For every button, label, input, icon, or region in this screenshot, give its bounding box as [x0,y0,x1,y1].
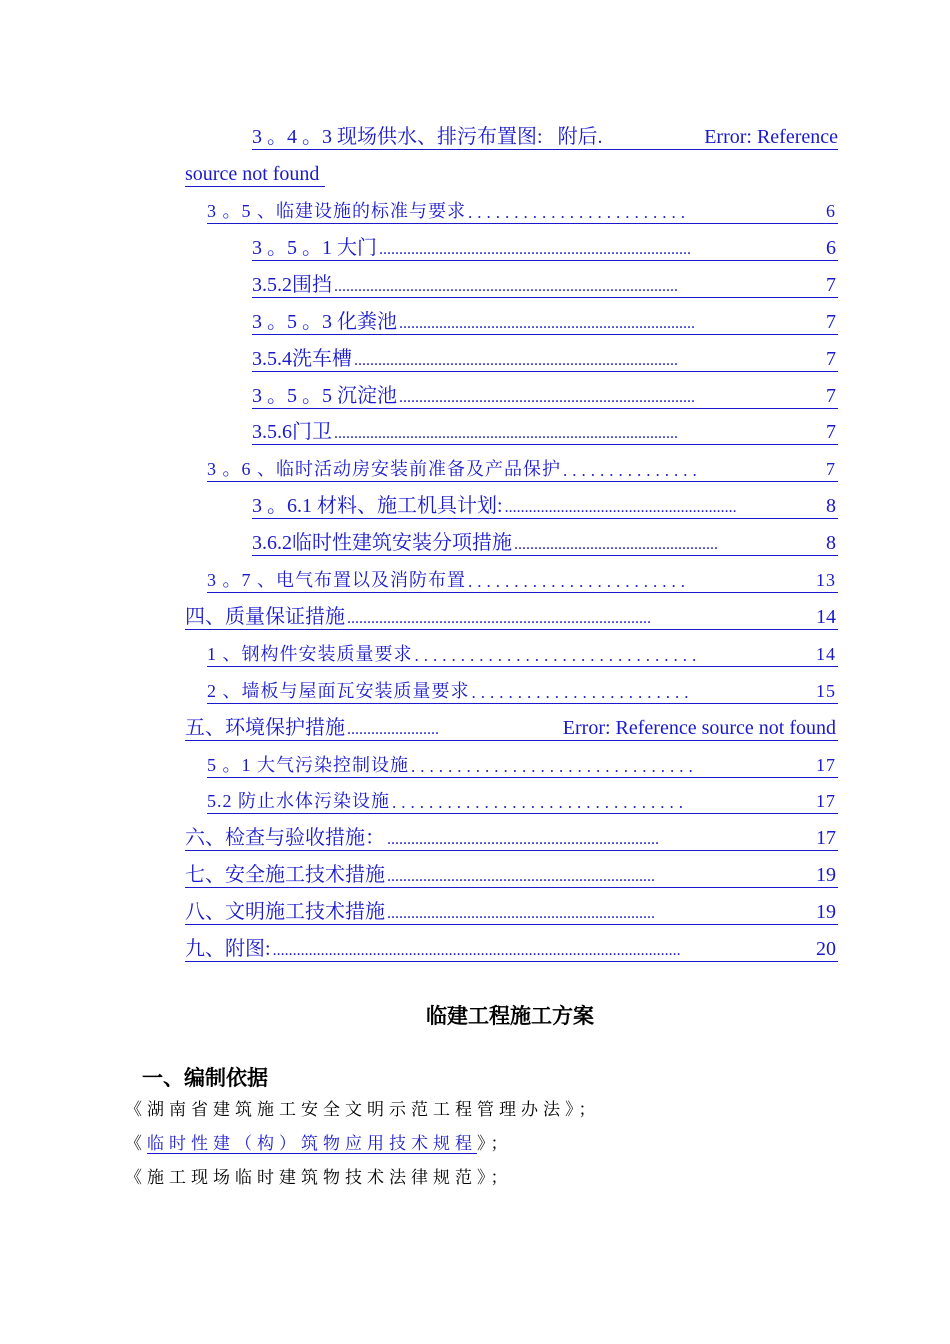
toc-dot-leader: ....................... [347,721,439,738]
toc-dot-leader: ................................................................................. [354,352,678,369]
toc-entry[interactable] [207,789,838,814]
toc-entry[interactable] [252,420,838,445]
toc-page-number: 7 [826,459,836,479]
toc-dot-leader: .......................................................... [504,499,737,516]
toc-dot-leader: ...................................................................................... [334,278,678,295]
reference-item: 《施工现场临时建筑物技术法律规范》； [125,1168,513,1187]
toc-entry-label: 3 。5 。5 沉淀池 [252,385,397,407]
toc-page-number: 7 [826,421,836,443]
toc-entry-label: 3 。5 。3 化粪池 [252,311,397,333]
toc-entry-label: 3.5.4洗车槽 [252,348,352,370]
toc-entry-label: 3.5.6门卫 [252,421,332,443]
toc-dot-leader: .................................................................... [387,831,659,848]
toc-entry[interactable] [252,236,838,261]
toc-entry-label: 四、质量保证措施 [185,606,345,628]
toc-entry[interactable] [252,531,838,556]
toc-entry[interactable] [185,937,838,962]
toc-entry[interactable] [185,900,838,925]
toc-entry-label: 1 、钢构件安装质量要求 [207,644,413,664]
toc-entry[interactable] [207,642,838,667]
toc-entry[interactable] [185,605,838,630]
toc-entry[interactable] [207,457,838,482]
toc-dot-leader: .............................................................................. [379,241,691,258]
toc-dot-leader: ................................................... [514,536,718,553]
toc-page-number: 7 [826,348,836,370]
toc-page-number: 6 [826,201,836,221]
toc-entry-label: 六、检查与验收措施： [185,827,385,849]
toc-dot-leader: ............... [563,461,702,480]
toc-entry-label: 3.5.2围挡 [252,274,332,296]
toc-page-number: 8 [826,532,836,554]
toc-dot-leader: ................................................................... [387,905,655,922]
toc-entry-label: 3 。5 、临建设施的标准与要求 [207,201,466,221]
toc-entry[interactable] [185,716,838,741]
toc-entry[interactable] [207,199,838,224]
toc-entry-label: 五、环境保护措施 [185,717,345,739]
toc-page-number: 15 [816,681,836,701]
toc-entry[interactable] [185,826,838,851]
toc-dot-leader: ................................ [392,793,688,812]
toc-dot-leader: ................................................................... [387,868,655,885]
toc-entry-3-4-3-label: 3 。4 。3 现场供水、排污布置图: 附后. [252,126,603,148]
toc-page-number: 17 [816,791,836,811]
toc-entry-3-4-3-line2[interactable]: source not found [185,162,325,187]
toc-entry[interactable] [252,310,838,335]
reference-item: 《湖南省建筑施工安全文明示范工程管理办法》； [125,1100,601,1119]
toc-entry-label: 九、附图: [185,938,271,960]
toc-page-number: 7 [826,311,836,333]
toc-entry-label: 3 。6 、临时活动房安装前准备及产品保护 [207,459,561,479]
toc-dot-leader: ........................ [471,683,694,702]
toc-entry-label: 3 。5 。1 大门 [252,237,377,259]
toc-page-number: 13 [816,570,836,590]
toc-entry-label: 八、文明施工技术措施 [185,901,385,923]
reference-link[interactable]: 临时性建（构）筑物应用技术规程 [147,1134,477,1153]
toc-entry[interactable] [185,863,838,888]
toc-dot-leader: ........................ [468,203,690,222]
toc-entry-label: 3.6.2临时性建筑安装分项措施 [252,532,512,554]
toc-page-number: 7 [826,385,836,407]
toc-page-number: 19 [816,864,836,886]
toc-dot-leader: ............................... [414,646,702,665]
toc-entry-3-4-3-line1[interactable] [252,124,838,150]
toc-dot-leader: ...................................................................................................... [272,942,681,959]
toc-dot-leader: ............................................................................ [347,610,651,627]
toc-entry[interactable] [252,494,838,519]
toc-entry[interactable] [207,679,838,704]
toc-page-number: 17 [816,755,836,775]
toc-entry-label: 七、安全施工技术措施 [185,864,385,886]
toc-dot-leader: .......................................................................... [399,315,695,332]
reference-item[interactable]: 《临时性建（构）筑物应用技术规程》； [125,1134,513,1153]
section-heading-1: 一、编制依据 [142,1066,268,1090]
toc-page-number: 17 [816,827,836,849]
toc-entry-underline [252,149,838,150]
toc-entry[interactable] [207,753,838,778]
toc-entry-label: 3 。7 、电气布置以及消防布置 [207,570,466,590]
toc-dot-leader: ........................ [468,572,690,591]
toc-entry-label: 3 。6.1 材料、施工机具计划: [252,495,503,517]
page-title: 临建工程施工方案 [426,1004,594,1028]
toc-dot-leader: ............................... [411,757,698,776]
toc-page-number: 19 [816,901,836,923]
toc-entry[interactable] [252,273,838,298]
toc-entry[interactable] [252,347,838,372]
toc-entry[interactable] [207,568,838,593]
toc-page-number: 14 [816,606,836,628]
toc-page-number: 7 [826,274,836,296]
toc-page-number: 6 [826,237,836,259]
toc-page-number: 20 [816,938,836,960]
toc-dot-leader: ...................................................................................... [334,425,678,442]
toc-entry[interactable] [252,384,838,409]
toc-entry-3-4-3-error: Error: Reference [704,126,838,148]
toc-entry-label: 2 、墙板与屋面瓦安装质量要求 [207,681,470,701]
toc-page-number: 8 [826,495,836,517]
toc-entry-label: 5.2 防止水体污染设施 [207,791,390,811]
toc-page-number: Error: Reference source not found [562,717,836,739]
toc-dot-leader: .......................................................................... [399,389,695,406]
toc-entry-label: 5 。1 大气污染控制设施 [207,755,409,775]
toc-page-number: 14 [816,644,836,664]
